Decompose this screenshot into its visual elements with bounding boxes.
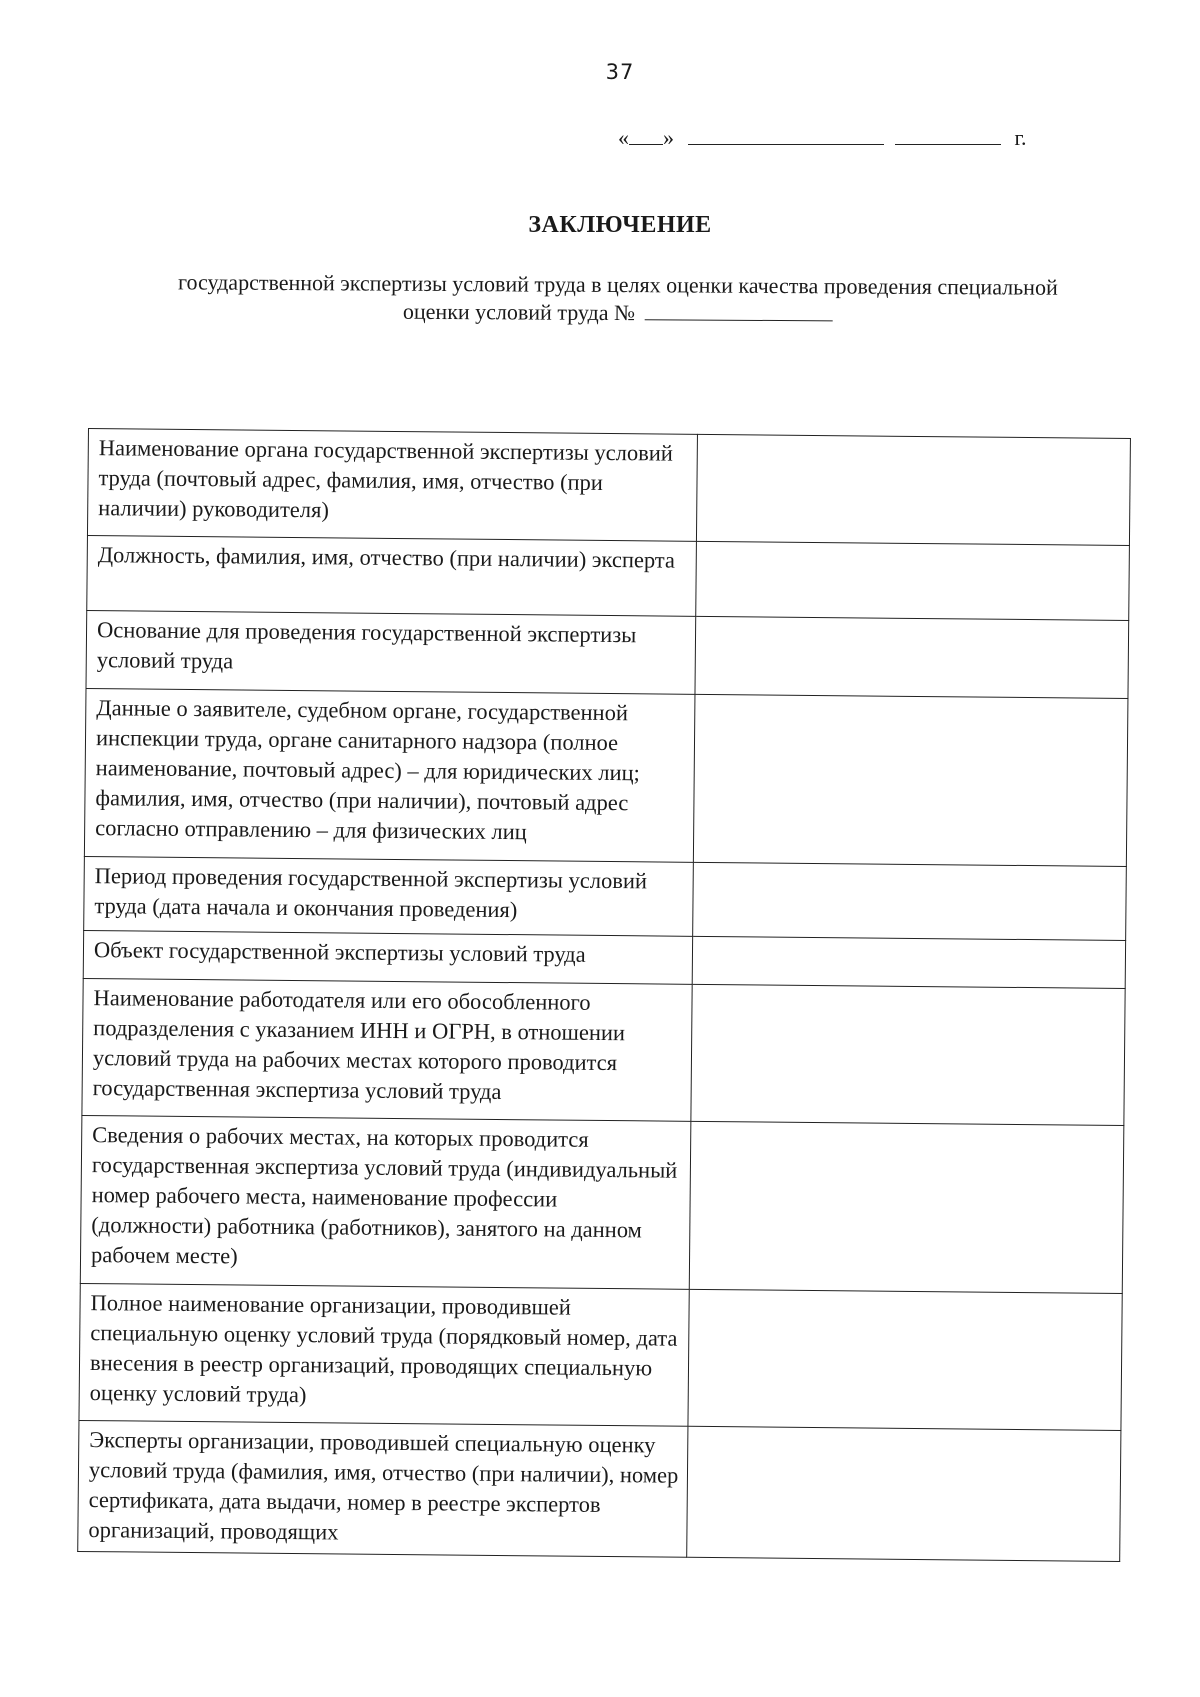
number-blank <box>644 301 832 321</box>
row-value <box>693 694 1128 866</box>
conclusion-table <box>77 428 1131 1562</box>
row-label: Наименование работодателя или его обособленного подразделения с указанием ИНН и ОГРН, в отношении условий труда на рабочих местах которого проводится государственная экспертиза условий труда <box>82 978 692 1121</box>
row-value <box>687 1426 1121 1561</box>
row-label: Сведения о рабочих местах, на которых проводится государственная экспертиза условий труда (индивидуальный номер рабочего места, наименование профессии (должности) работника (работников), занятого на данном рабочем месте) <box>80 1115 691 1289</box>
table-row <box>84 688 1128 866</box>
row-value <box>688 1289 1122 1430</box>
table-row <box>87 535 1130 620</box>
row-label: Должность, фамилия, имя, отчество (при наличии) эксперта <box>87 535 697 616</box>
date-line <box>618 125 1027 151</box>
date-open-quote: « <box>618 125 629 150</box>
document-title: ЗАКЛЮЧЕНИЕ <box>528 212 712 238</box>
row-label: Основание для проведения государственной экспертизы условий труда <box>86 610 696 694</box>
subtitle-line-2-text: оценки условий труда № <box>402 298 636 326</box>
table-row <box>78 1420 1121 1561</box>
table-row <box>86 610 1129 698</box>
row-label: Эксперты организации, проводившей специальную оценку условий труда (фамилия, имя, отчество (при наличии), номер сертификата, дата выдачи, номер в реестре экспертов организаций, проводящих <box>78 1420 688 1557</box>
table-row <box>87 429 1130 546</box>
date-close-quote: » <box>663 125 674 150</box>
year-suffix: г. <box>1014 125 1027 150</box>
row-label: Данные о заявителе, судебном органе, государственной инспекции труда, органе санитарного надзора (полное наименование, почтовый адрес) – для юридических лиц; фамилия, имя, отчество (при наличии), почтовый адрес согласно отправлению – для физических лиц <box>84 688 695 862</box>
table-row <box>82 978 1125 1125</box>
page-number: 37 <box>605 60 635 84</box>
table-row <box>80 1115 1124 1293</box>
year-blank <box>895 126 1001 145</box>
row-value <box>689 1121 1124 1293</box>
row-value <box>692 936 1125 988</box>
row-value <box>693 862 1127 940</box>
document-subtitle <box>118 268 1118 330</box>
month-blank <box>688 126 884 145</box>
table-row <box>84 856 1127 940</box>
row-label: Объект государственной экспертизы условий труда <box>83 930 692 984</box>
subtitle-line-1: государственной экспертизы условий труда в целях оценки качества проведения специальной <box>177 269 1058 300</box>
day-blank <box>629 126 663 145</box>
row-label: Наименование органа государственной экспертизы условий труда (почтовый адрес, фамилия, имя, отчество (при наличии) руководителя) <box>87 429 697 542</box>
row-value <box>696 541 1130 620</box>
row-label: Полное наименование организации, проводившей специальную оценку условий труда (порядковый номер, дата внесения в реестр организаций, проводящих специальную оценку условий труда) <box>79 1283 689 1426</box>
row-value <box>691 984 1125 1125</box>
row-value <box>695 616 1129 698</box>
table-row <box>79 1283 1122 1430</box>
row-value <box>696 434 1130 545</box>
row-label: Период проведения государственной экспертизы условий труда (дата начала и окончания проведения) <box>84 856 694 936</box>
